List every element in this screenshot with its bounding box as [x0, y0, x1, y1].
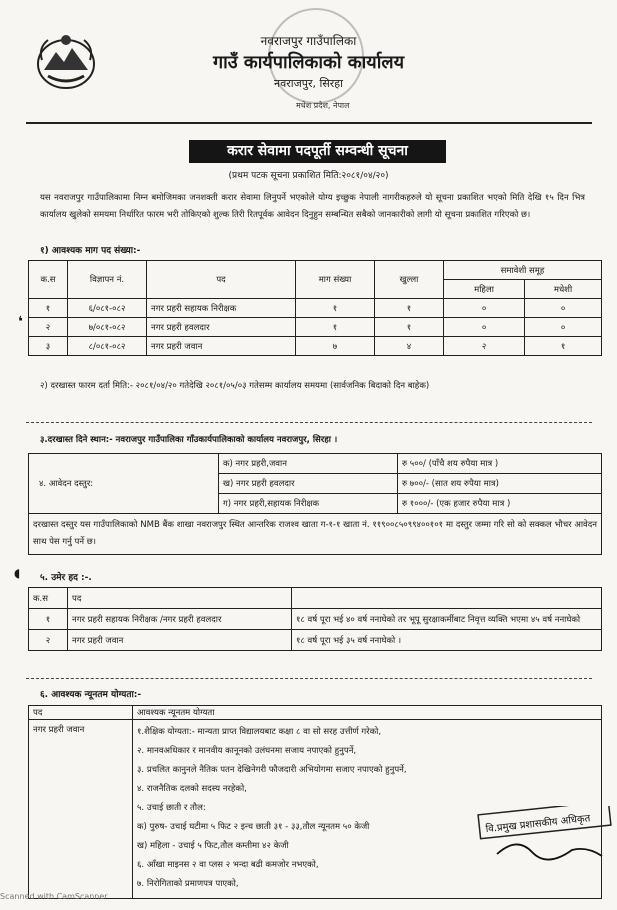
divider — [26, 422, 592, 423]
cell-adv: ६/०८१-०८२ — [68, 299, 147, 318]
col-post: पद — [29, 706, 133, 720]
cell-post: नगर प्रहरी सहायक निरीक्षक — [147, 299, 296, 318]
cell-sn: २ — [29, 318, 68, 337]
cell-madhesi: ० — [525, 299, 602, 318]
fee-label: ४. आवेदन दस्तुर: — [29, 454, 219, 514]
margin-mark: ◖ — [14, 566, 21, 580]
list-item: क) पुरुष- उचाई घटीमा ५ फिट २ इन्च छाती ३१ - ३३,तौल न्यूनतम ५० केजी — [137, 822, 370, 832]
cell-open: १ — [375, 299, 444, 318]
table-row — [29, 454, 602, 474]
col-sn: क.स — [29, 588, 68, 609]
stamp-text: मधेश प्रदेश, नेपाल — [296, 101, 350, 110]
signature-stamp — [477, 806, 612, 870]
list-item: ४. राजनैतिक दलको सदस्य नरहेको, — [137, 784, 247, 794]
section3-text: ३.दरखास्त दिने स्थान:- नवराजपुर गाउँपालिका गाँउकार्यपालिकाको कार्यालय नवराजपुर, सिरहा । — [40, 435, 338, 445]
table-row — [29, 630, 602, 651]
age-table — [28, 587, 602, 651]
notice-title: करार सेवामा पदपूर्ती सम्वन्धी सूचना — [189, 140, 446, 163]
list-item: २. मानवअधिकार र मानवीय कानूनको उलंघनमा सजाय नपाएको हुनुपर्ने, — [137, 746, 357, 756]
table-row — [29, 299, 602, 318]
cell-age: १८ वर्ष पूरा भई ३५ वर्ष ननाघेको । — [292, 630, 602, 651]
cell-post: नगर प्रहरी सहायक निरीक्षक /नगर प्रहरी हवलदार — [68, 609, 292, 630]
table-row — [29, 514, 602, 555]
header-rule — [26, 122, 592, 124]
fee-post: ख) नगर प्रहरी हवलदार — [219, 474, 398, 494]
cell-demand: ७ — [296, 337, 375, 356]
table-row — [29, 706, 602, 720]
cell-madhesi: ० — [525, 318, 602, 337]
cell-madhesi: १ — [525, 337, 602, 356]
list-item: १.शैक्षिक योग्यता:- मान्यता प्राप्त विद्यालयबाट कक्षा ८ वा सो सरह उत्तीर्ण गरेको, — [137, 727, 382, 737]
cell-sn: ३ — [29, 337, 68, 356]
posts-table — [28, 260, 602, 356]
col-open: खुल्ला — [375, 261, 444, 299]
cell-demand: १ — [296, 299, 375, 318]
margin-mark: ❛ — [18, 314, 23, 330]
cell-adv: ७/०८१-०८२ — [68, 318, 147, 337]
fee-post: ग) नगर प्रहरी,सहायक निरीक्षक — [219, 494, 398, 514]
col-demand: माग संख्या — [296, 261, 375, 299]
list-item: ५. उचाई छाती र तौल: — [137, 803, 206, 813]
fee-amount: रु ७००/- (सात शय रुपैया मात्र) — [398, 474, 602, 494]
section5-heading: ५. उमेर हद :-. — [40, 573, 92, 583]
section1-heading: १) आवश्यक माग पद संख्या:- — [40, 246, 141, 256]
fee-amount: रु १०००/- (एक हजार रुपैया मात्र ) — [398, 494, 602, 514]
cell-women: २ — [444, 337, 525, 356]
col-post: पद — [68, 588, 292, 609]
fee-post: क) नगर प्रहरी,जवान — [219, 454, 398, 474]
list-item: ख) महिला - उचाई ५ फिट,तौल कम्तीमा ४२ केजी — [137, 841, 289, 851]
section2-text: २) दरखास्त फारम दर्ता मिति:- २०८१/०४/२० गतेदेखि २०८१/०५/०३ गतेसम्म कार्यालय समयमा (सार्वजनिक बिदाको दिन बाहेक) — [40, 381, 430, 391]
list-item: ७. निरोगिताको प्रमाणपत्र पाएको, — [137, 879, 239, 889]
list-item: ३. प्रचलित कानुनले नैतिक पतन देखिनेगरी फौजदारी अभियोगमा सजाए नपाएको हुनुपर्ने, — [137, 765, 407, 775]
list-item: ६. आँखा माइनस २ वा प्लस २ भन्दा बढी कमजोर नभएको, — [137, 860, 319, 870]
col-inclusive: समावेशी समूह — [444, 261, 602, 280]
table-row — [29, 337, 602, 356]
palika-name: नवराजपुर गाउँपालिका — [260, 34, 357, 48]
cell-post: नगर प्रहरी हवलदार — [147, 318, 296, 337]
cell-women: ० — [444, 299, 525, 318]
cell-post: नगर प्रहरी जवान — [68, 630, 292, 651]
cell-women: ० — [444, 318, 525, 337]
col-qual: आवश्यक न्यूनतम योग्यता — [133, 706, 602, 720]
fee-table — [28, 453, 602, 555]
cell-demand: १ — [296, 318, 375, 337]
office-address: नवराजपुर, सिरहा — [274, 77, 343, 90]
divider — [26, 678, 592, 679]
cell-adv: ८/०८१-०८२ — [68, 337, 147, 356]
scanner-watermark: Scanned with CamScanner — [0, 892, 108, 901]
col-post: पद — [147, 261, 296, 299]
col-women: महिला — [444, 280, 525, 299]
office-name: गाउँ कार्यपालिकाको कार्यालय — [212, 52, 405, 73]
cell-open: ४ — [375, 337, 444, 356]
fee-amount: रु ५००/ (पाँचै शय रुपैया मात्र ) — [398, 454, 602, 474]
fee-note: दरखास्त दस्तुर यस गाउँपालिकाको NMB बैंक शाखा नवराजपुर स्थित आन्तरिक राजश्व खाता ग-१-१ खाता नं. ११९००८५०९९४००१०१ मा दस्तुर जम्मा गरि सो को सक्कल भौचर आवेदन साथ पेस गर्नु पर्ने छ। — [29, 514, 602, 555]
col-age — [292, 588, 602, 609]
cell-post: नगर प्रहरी जवान — [147, 337, 296, 356]
cell-sn: १ — [29, 609, 68, 630]
cell-post: नगर प्रहरी जवान — [29, 720, 133, 899]
cell-sn: २ — [29, 630, 68, 651]
col-madhesi: मधेशी — [525, 280, 602, 299]
cell-sn: १ — [29, 299, 68, 318]
publish-date: (प्रथम पटक सूचना प्रकाशित मिति:२०८१/०४/२०) — [228, 171, 389, 181]
intro-paragraph: यस नवराजपुर गाउँपालिकामा निम्न बमोजिमका जनशक्ती करार सेवामा लिनुपर्ने भएकोले योग्य इच्छुक नेपाली नागरीकहरुले यो सूचना प्रकाशित भएको मिति देखि १५ दिन भित्र कार्यालय खुलेको समयमा निर्धारित फारम भरी तोकिएको शुल्क तिरी रितपूर्वक आवेदन दिनुहुन सम्बन्धित सबैको जानकारीको लागी यो सूचना प्रकाशित गरिएको छ। — [40, 193, 585, 220]
col-sn: क.स — [29, 261, 68, 299]
cell-age: १८ वर्ष पूरा भई ४० वर्ष ननाघेको तर भूपू सुरक्षाकर्मीबाट निवृत्त व्यक्ति भएमा ४५ वर्ष ननाघेको — [292, 609, 602, 630]
col-adv: विज्ञापन नं. — [68, 261, 147, 299]
cell-open: १ — [375, 318, 444, 337]
table-row — [29, 609, 602, 630]
table-row — [29, 588, 602, 609]
section6-heading: ६. आवश्यक न्यूनतम योग्यता:- — [40, 690, 142, 700]
signature-title: वि.प्रमुख प्रशासकीय अधिकृत — [485, 813, 591, 836]
table-row — [29, 318, 602, 337]
